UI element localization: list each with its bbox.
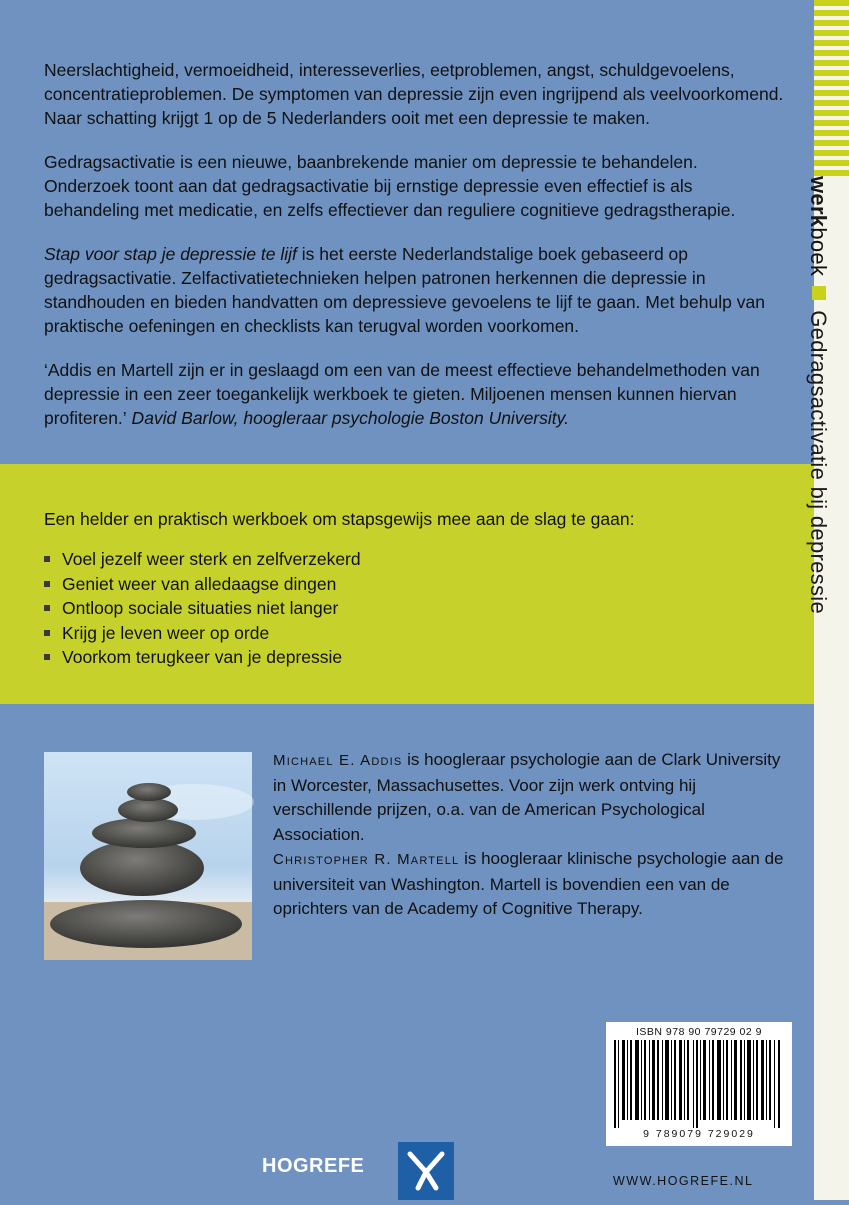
publisher-name: HOGREFE bbox=[262, 1155, 365, 1177]
stone-stack-photo bbox=[44, 752, 252, 960]
intro-paragraph-3-rest: is het eerste Nederlandstalige boek gebaseerd op gedragsactivatie. Zelfactivatietechnieken helpen patronen herkennen die depressie in standhouden en bieden handvatten om depressieve gevoelens te lijf te gaan. Met behulp van praktische oefeningen en checklists kan terugval worden voorkomen. bbox=[44, 244, 765, 336]
list-item-label: Voel jezelf weer sterk en zelfverzekerd bbox=[62, 549, 361, 569]
quote-text: ‘Addis en Martell zijn er in geslaagd om een van de meest effectieve behandelmethoden van depressie in een zeer toegankelijk werkboek te gieten. Miljoenen mensen kunnen hiervan profiteren.’ bbox=[44, 360, 760, 428]
book-title: Stap voor stap je depressie te lijf bbox=[44, 244, 297, 264]
author-name: Christopher R. Martell bbox=[273, 851, 460, 868]
intro-paragraph-2: Gedragsactivatie is een nieuwe, baanbrekende manier om depressie te behandelen. Onderzoek toont aan dat gedragsactivatie bij ernstige depressie even effectief is als behandeling met medicatie, en zelfs effectiever dan reguliere cognitieve gedragstherapie. bbox=[44, 152, 736, 220]
isbn-number: 9 789079 729029 bbox=[643, 1128, 755, 1140]
isbn-label: ISBN 978 90 79729 02 9 bbox=[635, 1026, 762, 1038]
spine-subtitle: Gedragsactivatie bij depressie bbox=[806, 310, 831, 614]
author-name: Michael E. Addis bbox=[273, 752, 403, 769]
spine-boek: boek bbox=[806, 227, 831, 277]
endorsement-quote bbox=[44, 358, 784, 430]
benefit-list bbox=[44, 547, 361, 670]
author-bio-text: is hoogleraar psychologie aan de Clark University in Worcester, Massachusettes. Voor zijn werk ontving hij verschillende prijzen, o.a. van de American Psychological Association. bbox=[273, 750, 781, 844]
hogrefe-logo-icon bbox=[398, 1142, 454, 1200]
band-intro: Een helder en praktisch werkboek om stapsgewijs mee aan de slag te gaan: bbox=[44, 509, 635, 529]
highlight-band bbox=[0, 464, 814, 704]
spine-text bbox=[805, 176, 831, 614]
author-bios bbox=[273, 748, 793, 922]
barcode-bars bbox=[614, 1040, 784, 1128]
bullet-icon bbox=[44, 630, 50, 636]
intro-text bbox=[44, 58, 784, 450]
intro-paragraph-3 bbox=[44, 242, 784, 338]
bullet-icon bbox=[44, 556, 50, 562]
bullet-icon bbox=[44, 581, 50, 587]
spine-werk: werk bbox=[806, 176, 831, 228]
hogrefe-emblem bbox=[398, 1142, 454, 1200]
list-item-label: Geniet weer van alledaagse dingen bbox=[62, 573, 337, 594]
spine bbox=[806, 0, 849, 1200]
list-item bbox=[44, 572, 361, 597]
list-item-label: Ontloop sociale situaties niet langer bbox=[62, 598, 339, 618]
author-bio-addis bbox=[273, 748, 793, 847]
bullet-icon bbox=[44, 605, 50, 611]
bullet-icon bbox=[44, 654, 50, 660]
square-icon bbox=[812, 286, 826, 300]
stone-stack-image bbox=[44, 752, 252, 960]
author-bio-martell bbox=[273, 847, 793, 922]
barcode bbox=[606, 1022, 792, 1146]
list-item bbox=[44, 645, 361, 670]
publisher-website: WWW.HOGREFE.NL bbox=[613, 1174, 754, 1188]
author-bio-text: is hoogleraar klinische psychologie aan de universiteit van Washington. Martell is bovendien een van de oprichters van de Academy of Cognitive Therapy. bbox=[273, 849, 784, 918]
list-item bbox=[44, 621, 361, 646]
intro-paragraph-1: Neerslachtigheid, vermoeidheid, interesseverlies, eetproblemen, angst, schuldgevoelens, concentratieproblemen. De symptomen van depressie zijn even ingrijpend als veelvoorkomend. Naar schatting krijgt 1 op de 5 Nederlanders ooit met een depressie te maken. bbox=[44, 60, 784, 128]
list-item-label: Voorkom terugkeer van je depressie bbox=[62, 647, 343, 667]
list-item bbox=[44, 547, 361, 572]
quote-attribution: David Barlow, hoogleraar psychologie Boston University. bbox=[126, 408, 569, 428]
list-item-label: Krijg je leven weer op orde bbox=[62, 622, 270, 643]
spine-stripes bbox=[814, 0, 849, 178]
list-item bbox=[44, 596, 361, 621]
